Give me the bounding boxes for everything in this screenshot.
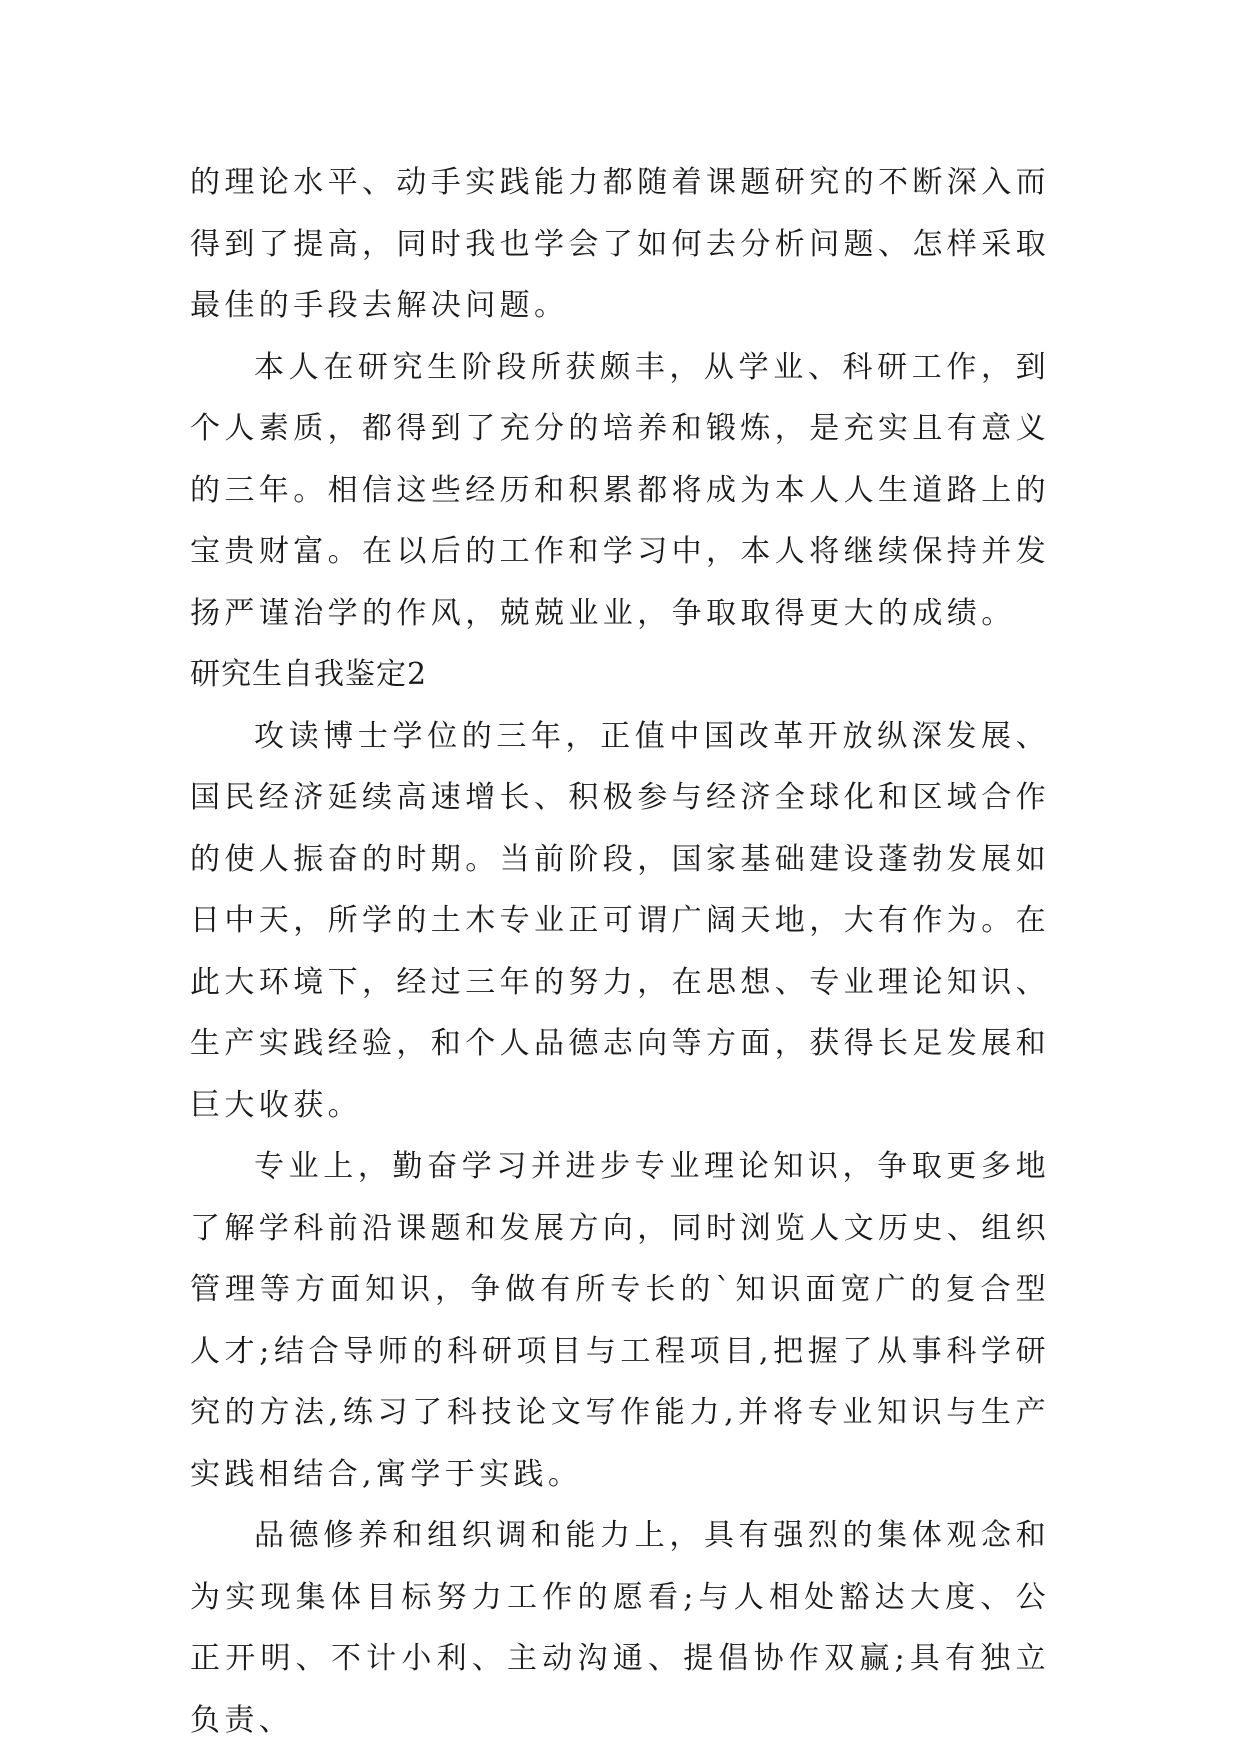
section-heading: 研究生自我鉴定2	[190, 657, 428, 692]
paragraph-summary: 本人在研究生阶段所获颇丰，从学业、科研工作，到个人素质，都得到了充分的培养和锻炼，是充实且有意义的三年。相信这些经历和积累都将成为本人人生道路上的宝贵财富。在以后的工作和学习中，本人将继续保持并发扬严谨治学的作风，兢兢业业，争取取得更大的成绩。	[190, 349, 1050, 631]
document-body	[190, 152, 1050, 1751]
paragraph-character: 品德修养和组织调和能力上，具有强烈的集体观念和为实现集体目标努力工作的愿看;与人相处豁达大度、公正开明、不计小利、主动沟通、提倡协作双赢;具有独立负责、	[190, 1518, 1050, 1738]
paragraph-intro: 攻读博士学位的三年，正值中国改革开放纵深发展、国民经济延续高速增长、积极参与经济全球化和区域合作的使人振奋的时期。当前阶段，国家基础建设蓬勃发展如日中天，所学的土木专业正可谓广阔天地，大有作为。在此大环境下，经过三年的努力，在思想、专业理论知识、生产实践经验，和个人品德志向等方面，获得长足发展和巨大收获。	[190, 718, 1050, 1123]
paragraph-continuation: 的理论水平、动手实践能力都随着课题研究的不断深入而得到了提高，同时我也学会了如何去分析问题、怎样采取最佳的手段去解决问题。	[190, 165, 1050, 323]
paragraph-professional: 专业上，勤奋学习并进步专业理论知识，争取更多地了解学科前沿课题和发展方向，同时浏览人文历史、组织管理等方面知识，争做有所专长的`知识面宽广的复合型人才;结合导师的科研项目与工程项目,把握了从事科学研究的方法,练习了科技论文写作能力,并将专业知识与生产实践相结合,寓学于实践。	[190, 1149, 1050, 1492]
